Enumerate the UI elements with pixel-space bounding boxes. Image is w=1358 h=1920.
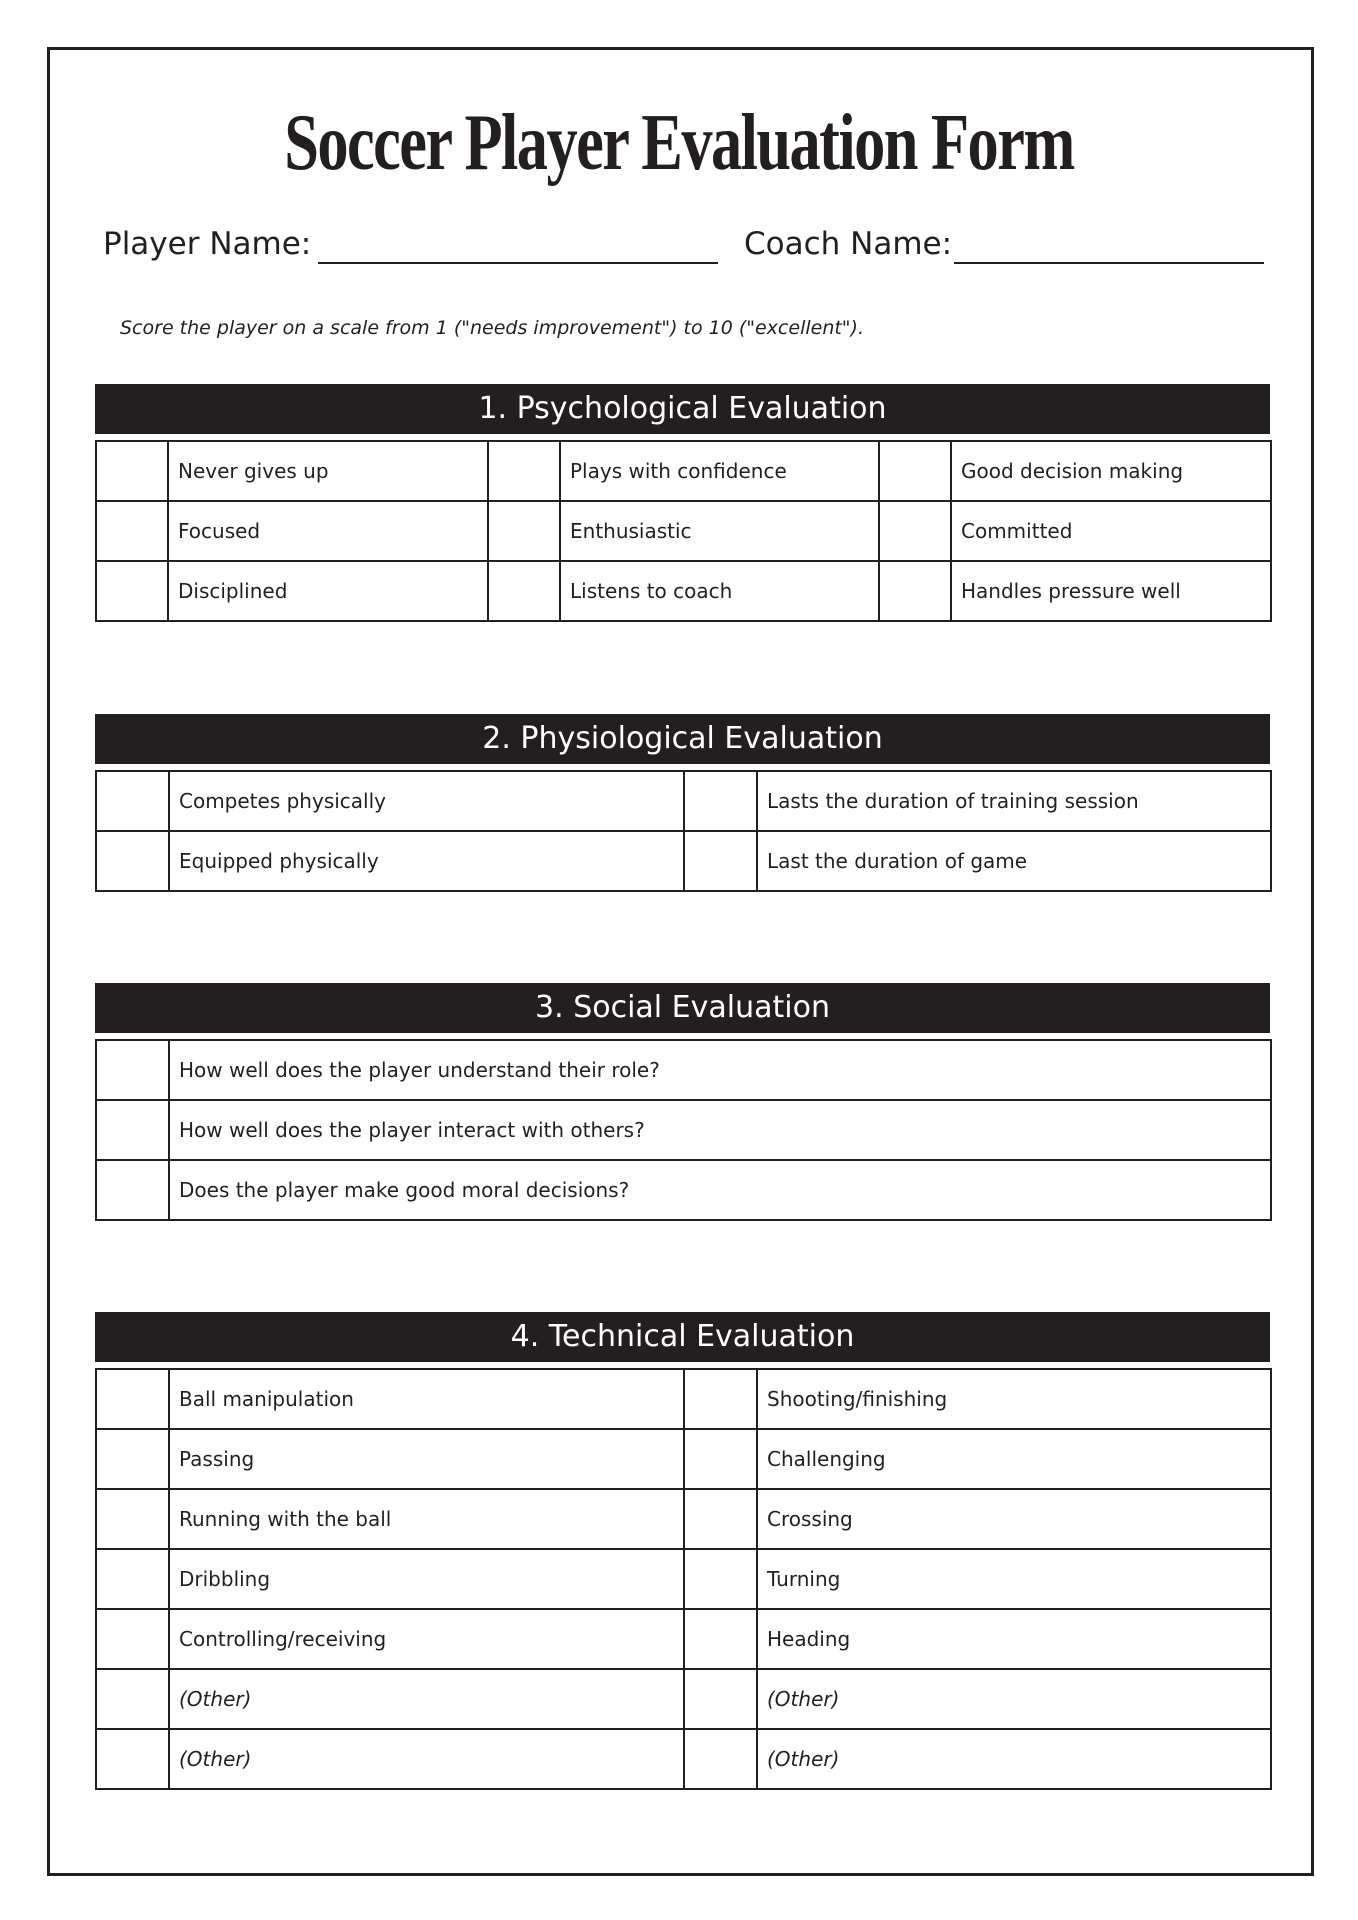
psychological-row (96, 501, 1271, 561)
score-box[interactable] (96, 771, 169, 831)
form-title: Soccer Player Evaluation Form (284, 99, 1074, 187)
score-box[interactable] (96, 441, 168, 501)
criterion-label: Never gives up (168, 441, 488, 501)
section-heading-social: 3. Social Evaluation (95, 983, 1270, 1033)
technical-table (95, 1368, 1272, 1790)
criterion-label: Plays with confidence (560, 441, 879, 501)
section-heading-technical: 4. Technical Evaluation (95, 1312, 1270, 1362)
score-box[interactable] (879, 441, 951, 501)
criterion-label: Dribbling (169, 1549, 684, 1609)
technical-row (96, 1369, 1271, 1429)
score-box[interactable] (488, 441, 560, 501)
criterion-label: Listens to coach (560, 561, 879, 621)
technical-row (96, 1429, 1271, 1489)
criterion-label: Competes physically (169, 771, 684, 831)
score-box[interactable] (96, 1040, 169, 1100)
criterion-label: Does the player make good moral decisions? (169, 1160, 1271, 1220)
score-box[interactable] (96, 1160, 169, 1220)
score-box[interactable] (96, 1100, 169, 1160)
coach-name-label: Coach Name: (744, 226, 953, 262)
physiological-row (96, 831, 1271, 891)
criterion-label: Crossing (757, 1489, 1271, 1549)
criterion-label: Handles pressure well (951, 561, 1271, 621)
player-name-label: Player Name: (103, 226, 312, 262)
technical-row (96, 1609, 1271, 1669)
score-box[interactable] (684, 1729, 757, 1789)
social-row (96, 1040, 1271, 1100)
score-box[interactable] (96, 1609, 169, 1669)
social-table (95, 1039, 1272, 1221)
score-box[interactable] (684, 1489, 757, 1549)
section-heading-psychological: 1. Psychological Evaluation (95, 384, 1270, 434)
score-box[interactable] (96, 1429, 169, 1489)
technical-row (96, 1669, 1271, 1729)
criterion-label: Enthusiastic (560, 501, 879, 561)
score-box[interactable] (684, 1669, 757, 1729)
score-box[interactable] (684, 1609, 757, 1669)
physiological-table (95, 770, 1272, 892)
social-row (96, 1160, 1271, 1220)
psychological-table (95, 440, 1272, 622)
coach-name-field[interactable] (954, 262, 1264, 264)
psychological-row (96, 441, 1271, 501)
social-row (96, 1100, 1271, 1160)
criterion-label: Equipped physically (169, 831, 684, 891)
criterion-label: Good decision making (951, 441, 1271, 501)
section-heading-physiological: 2. Physiological Evaluation (95, 714, 1270, 764)
criterion-label: Controlling/receiving (169, 1609, 684, 1669)
score-box[interactable] (879, 501, 951, 561)
score-box[interactable] (488, 561, 560, 621)
score-box[interactable] (96, 831, 169, 891)
criterion-label: Running with the ball (169, 1489, 684, 1549)
criterion-label: (Other) (169, 1669, 684, 1729)
score-box[interactable] (96, 501, 168, 561)
criterion-label: Shooting/finishing (757, 1369, 1271, 1429)
score-box[interactable] (96, 1729, 169, 1789)
criterion-label: Committed (951, 501, 1271, 561)
physiological-row (96, 771, 1271, 831)
score-box[interactable] (96, 561, 168, 621)
criterion-label: Turning (757, 1549, 1271, 1609)
technical-row (96, 1489, 1271, 1549)
score-box[interactable] (96, 1669, 169, 1729)
score-box[interactable] (684, 831, 757, 891)
score-box[interactable] (684, 1429, 757, 1489)
score-box[interactable] (96, 1489, 169, 1549)
criterion-label: Focused (168, 501, 488, 561)
criterion-label: How well does the player understand their role? (169, 1040, 1271, 1100)
criterion-label: (Other) (757, 1669, 1271, 1729)
criterion-label: Lasts the duration of training session (757, 771, 1271, 831)
criterion-label: Ball manipulation (169, 1369, 684, 1429)
score-box[interactable] (684, 1369, 757, 1429)
score-box[interactable] (488, 501, 560, 561)
criterion-label: (Other) (757, 1729, 1271, 1789)
psychological-row (96, 561, 1271, 621)
technical-row (96, 1549, 1271, 1609)
score-box[interactable] (684, 1549, 757, 1609)
criterion-label: Disciplined (168, 561, 488, 621)
criterion-label: Heading (757, 1609, 1271, 1669)
technical-row (96, 1729, 1271, 1789)
score-box[interactable] (96, 1369, 169, 1429)
criterion-label: Challenging (757, 1429, 1271, 1489)
score-box[interactable] (96, 1549, 169, 1609)
criterion-label: How well does the player interact with others? (169, 1100, 1271, 1160)
player-name-field[interactable] (318, 262, 718, 264)
criterion-label: Last the duration of game (757, 831, 1271, 891)
score-box[interactable] (879, 561, 951, 621)
criterion-label: Passing (169, 1429, 684, 1489)
score-box[interactable] (684, 771, 757, 831)
criterion-label: (Other) (169, 1729, 684, 1789)
instructions: Score the player on a scale from 1 ("needs improvement") to 10 ("excellent"). (120, 317, 864, 339)
